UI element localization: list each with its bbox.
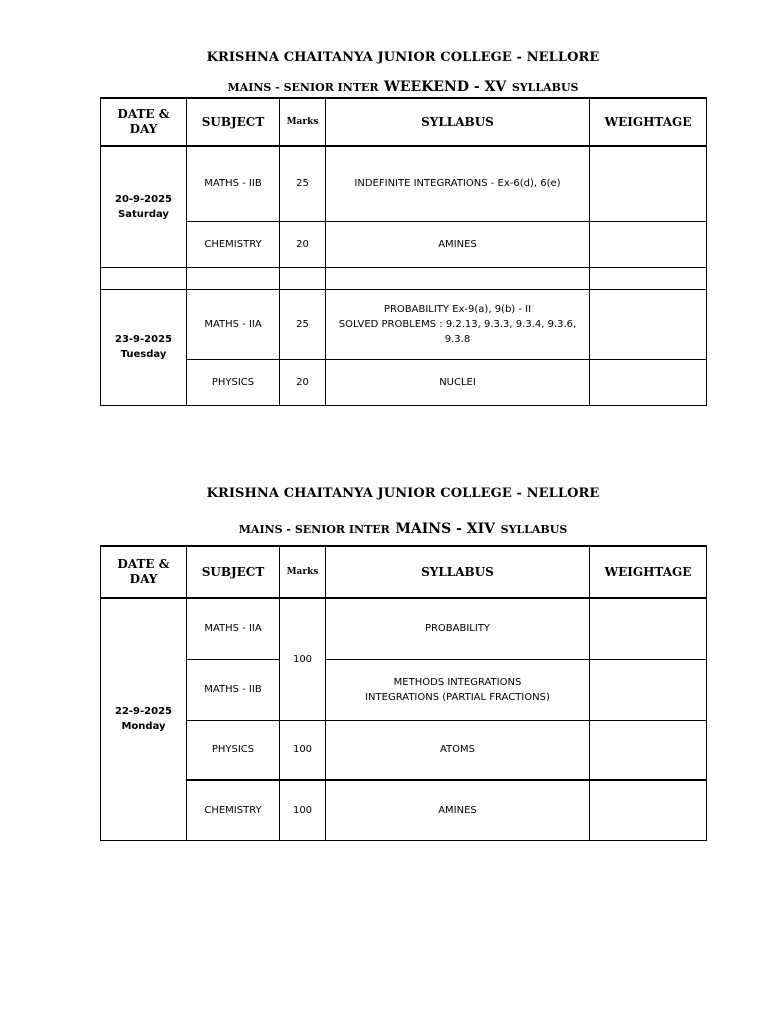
syllabus-line: PROBABILITY Ex-9(a), 9(b) - II [383,303,532,315]
subject-cell: PHYSICS [187,720,280,780]
date-text: 23-9-2025 [114,334,172,345]
table-row [101,598,707,659]
table-row [101,359,707,405]
header-marks: Marks [280,98,326,146]
spacer-row [101,267,707,289]
marks-cell: 20 [280,359,326,405]
weightage-cell [590,598,707,659]
table-row [101,659,707,720]
subtitle-emphasis: MAINS - XIV [395,521,496,537]
syllabus-cell [326,780,590,840]
empty-cell [326,267,590,289]
syllabus-table [100,545,707,841]
subject-cell: MATHS - IIB [187,146,280,221]
subtitle-suffix: SYLLABUS [500,523,568,536]
day-text: Monday [121,721,166,733]
subtitle-prefix: MAINS - SENIOR INTER [238,523,390,536]
subtitle-suffix: SYLLABUS [511,81,579,94]
header-marks: Marks [280,546,326,598]
syllabus-line: PROBABILITY [424,623,491,635]
header-subject: SUBJECT [187,546,280,598]
syllabus-table [100,97,707,406]
syllabus-cell [326,659,590,720]
weightage-cell [590,720,707,780]
subject-cell: MATHS - IIB [187,659,280,720]
syllabus-line: AMINES [438,238,477,250]
syllabus-line: INDEFINITE INTEGRATIONS - Ex-6(d), 6(e) [354,178,561,190]
syllabus-cell [326,146,590,221]
marks-cell: 25 [280,289,326,359]
subject-cell: MATHS - IIA [187,289,280,359]
syllabus-cell [326,720,590,780]
empty-cell [187,267,280,289]
date-day-cell [101,146,187,267]
header-syllabus: SYLLABUS [326,98,590,146]
syllabus-line: ATOMS [439,744,476,756]
marks-cell: 25 [280,146,326,221]
syllabus-line: SOLVED PROBLEMS : 9.2.13, 9.3.3, 9.3.4, 9.3.6, 9.3.8 [338,318,577,345]
table-row [101,720,707,780]
header-date-day: DATE & DAY [101,546,187,598]
exam-subtitle [100,76,706,95]
college-title: KRISHNA CHAITANYA JUNIOR COLLEGE - NELLORE [206,486,600,501]
syllabus-cell [326,359,590,405]
syllabus-cell [326,598,590,659]
table-header-row [101,98,707,146]
exam-subtitle [100,518,706,537]
marks-cell: 100 [280,780,326,840]
syllabus-line: METHODS INTEGRATIONS [393,676,522,688]
table-header-row [101,546,707,598]
date-day-cell [101,289,187,405]
table-row [101,221,707,267]
day-text: Saturday [118,208,169,220]
empty-cell [101,267,187,289]
table-row [101,146,707,221]
subtitle-emphasis: WEEKEND - XV [384,79,507,95]
subject-cell: CHEMISTRY [187,221,280,267]
date-text: 22-9-2025 [114,706,172,718]
empty-cell [280,267,326,289]
weightage-cell [590,659,707,720]
header-subject: SUBJECT [187,98,280,146]
header-syllabus: SYLLABUS [326,546,590,598]
header-weightage: WEIGHTAGE [590,546,707,598]
header-weightage: WEIGHTAGE [590,98,707,146]
syllabus-cell [326,289,590,359]
weightage-cell [590,359,707,405]
empty-cell [590,267,707,289]
table-row [101,780,707,840]
date-text: 20-9-2025 [114,193,172,205]
subtitle-prefix: MAINS - SENIOR INTER [227,81,379,94]
marks-cell: 100 [280,598,326,720]
marks-cell: 20 [280,221,326,267]
date-day-cell [101,598,187,840]
weightage-cell [590,146,707,221]
college-title: KRISHNA CHAITANYA JUNIOR COLLEGE - NELLORE [206,50,600,65]
syllabus-cell [326,221,590,267]
table-row [101,289,707,359]
syllabus-line: AMINES [438,804,477,816]
subject-cell: PHYSICS [187,359,280,405]
subject-cell: MATHS - IIA [187,598,280,659]
header-date-day: DATE & DAY [101,98,187,146]
weightage-cell [590,221,707,267]
syllabus-line: INTEGRATIONS (PARTIAL FRACTIONS) [365,691,550,703]
weightage-cell [590,289,707,359]
weightage-cell [590,780,707,840]
syllabus-line: NUCLEI [439,376,476,388]
subject-cell: CHEMISTRY [187,780,280,840]
day-text: Tuesday [120,349,167,360]
marks-cell: 100 [280,720,326,780]
